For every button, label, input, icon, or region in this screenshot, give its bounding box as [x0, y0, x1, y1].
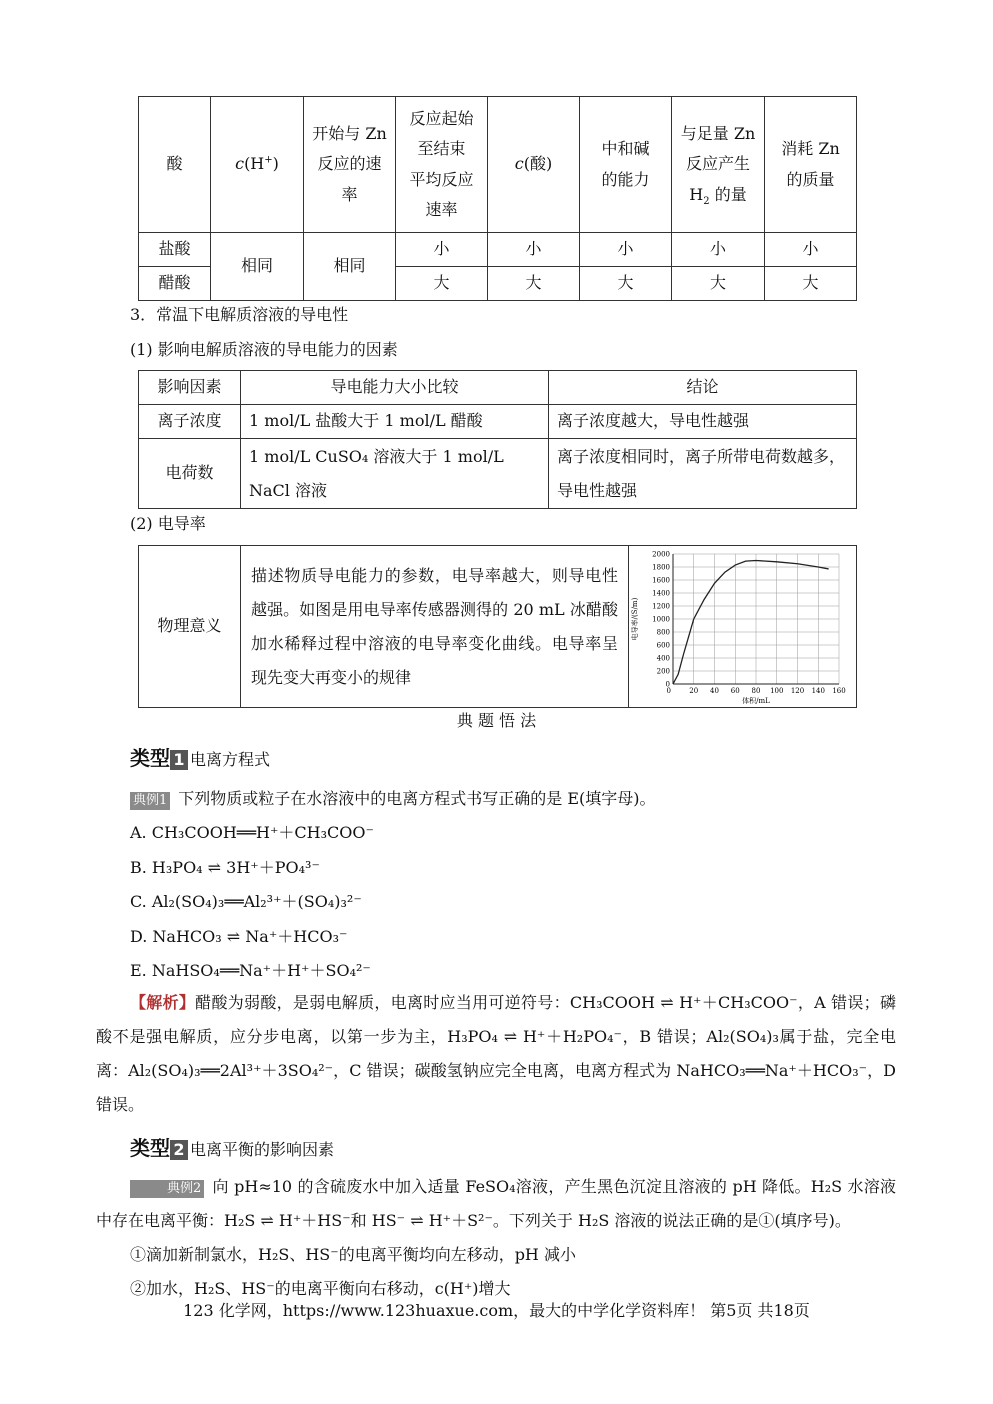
table-cell: 大: [488, 267, 580, 301]
type-badge: 类型: [130, 1136, 170, 1160]
y-tick-label: 200: [656, 667, 670, 675]
header-initial-rate: 开始与 Zn 反应的速 率: [304, 97, 396, 233]
table-cell: 大: [396, 267, 488, 301]
header-zn-mass: 消耗 Zn 的质量: [765, 97, 857, 233]
header-neutralize: 中和碱 的能力: [580, 97, 672, 233]
y-tick-label: 1400: [652, 589, 670, 597]
cell-same-2: 相同: [304, 233, 396, 301]
y-tick-label: 1600: [652, 576, 670, 584]
statement-1: ①滴加新制氯水，H₂S、HS⁻的电离平衡均向左移动，pH 减小: [130, 1245, 576, 1264]
row-label-hcl: 盐酸: [139, 233, 211, 267]
table-cell: 小: [672, 233, 765, 267]
table-cell: 小: [580, 233, 672, 267]
y-tick-label: 1200: [652, 602, 670, 610]
t3-label: 物理意义: [139, 546, 241, 708]
example-badge: 典例2: [130, 1180, 204, 1198]
analysis-tag: 【解析】: [130, 993, 196, 1012]
x-tick-label: 140: [811, 686, 825, 695]
type-number: 2: [170, 1140, 188, 1160]
table-cell: 大: [580, 267, 672, 301]
option-d: D. NaHCO₃ ⇌ Na⁺＋HCO₃⁻: [130, 927, 348, 946]
header-c-acid: c(酸): [488, 97, 580, 233]
y-tick-label: 2000: [652, 550, 670, 558]
chart-cell: [629, 546, 857, 708]
origin-label: 0: [666, 686, 671, 695]
x-axis-label: 体积/mL: [742, 696, 770, 705]
t2-header: 结论: [549, 371, 857, 405]
y-tick-label: 400: [656, 654, 670, 662]
option-e: E. NaHSO₄══Na⁺＋H⁺＋SO₄²⁻: [130, 961, 371, 980]
page-footer: 123 化学网，https://www.123huaxue.com，最大的中学化学资料库！ 第5页 共18页: [183, 1301, 810, 1320]
option-a: A. CH₃COOH══H⁺＋CH₃COO⁻: [130, 823, 374, 842]
header-ch: c(H+): [211, 97, 304, 233]
example1-question: [130, 786, 656, 812]
type-badge: 类型: [130, 746, 170, 770]
table-cell: 大: [765, 267, 857, 301]
section-title: 典 题 悟 法: [456, 711, 537, 730]
conductivity-factor-table: [138, 370, 857, 509]
y-tick-label: 0: [665, 680, 670, 688]
t2-conclusion: 离子浓度相同时，离子所带电荷数越多，导电性越强: [549, 439, 857, 509]
statement-2: ②加水，H₂S、HS⁻的电离平衡向右移动，c(H⁺)增大: [130, 1279, 511, 1298]
y-tick-label: 1000: [652, 615, 670, 623]
example-badge: 典例1: [130, 792, 170, 810]
comparison-table: [138, 96, 857, 301]
table-cell: 小: [488, 233, 580, 267]
x-tick-label: 100: [770, 686, 784, 695]
type1-heading: [130, 742, 270, 771]
x-tick-label: 40: [710, 686, 719, 695]
conductivity-curve: [673, 560, 829, 684]
option-c: C. Al₂(SO₄)₃══Al₂³⁺＋(SO₄)₃²⁻: [130, 892, 362, 911]
t2-factor: 离子浓度: [139, 405, 241, 439]
t3-text: 描述物质导电能力的参数，电导率越大，则导电性越强。如图是用电导率传感器测得的 20 mL 冰醋酸加水稀释过程中溶液的电导率变化曲线。电导率呈现先变大再变小的规律: [241, 546, 629, 708]
header-acid: 酸: [139, 97, 211, 233]
t2-factor: 电荷数: [139, 439, 241, 509]
example2-question: [96, 1170, 896, 1238]
conductivity-chart: [629, 548, 853, 706]
t2-header: 影响因素: [139, 371, 241, 405]
type-title: 电离平衡的影响因素: [190, 1140, 335, 1159]
row-label-acetic: 醋酸: [139, 267, 211, 301]
t2-conclusion: 离子浓度越大，导电性越强: [549, 405, 857, 439]
y-tick-label: 1800: [652, 563, 670, 571]
t2-header: 导电能力大小比较: [241, 371, 549, 405]
type-title: 电离方程式: [190, 750, 271, 769]
x-tick-label: 60: [730, 686, 740, 695]
x-tick-label: 120: [790, 686, 805, 695]
analysis-text: 醋酸为弱酸，是弱电解质，电离时应当用可逆符号：CH₃COOH ⇌ H⁺＋CH₃COO⁻，A 错误；磷酸不是强电解质，应分步电离，以第一步为主，H₃PO₄ ⇌ H⁺＋H₂PO₄⁻，B 错误；Al₂(SO₄)₃属于盐，完全电离：Al₂(SO₄)₃══2Al³⁺＋3SO₄²⁻，C 错误；碳酸氢钠应完全电离，电离方程式为 NaHCO₃══Na⁺＋HCO₃⁻，D 错误。: [96, 993, 896, 1114]
table-cell: 小: [396, 233, 488, 267]
cell-same-1: 相同: [211, 233, 304, 301]
question-text: 下列物质或粒子在水溶液中的电离方程式书写正确的是 E(填字母)。: [178, 789, 656, 808]
header-avg-rate: 反应起始 至结束 平均反应 速率: [396, 97, 488, 233]
t2-compare: 1 mol/L 盐酸大于 1 mol/L 醋酸: [241, 405, 549, 439]
type2-heading: [130, 1132, 334, 1161]
conductivity-table: [138, 545, 857, 708]
t2-compare: 1 mol/L CuSO₄ 溶液大于 1 mol/L NaCl 溶液: [241, 439, 549, 509]
subsection1-title: (1) 影响电解质溶液的导电能力的因素: [130, 340, 398, 359]
x-tick-label: 80: [751, 686, 761, 695]
y-axis-label: 电导率/(S/m): [631, 597, 639, 640]
question-text: 向 pH≈10 的含硫废水中加入适量 FeSO₄溶液，产生黑色沉淀且溶液的 pH 降低。H₂S 水溶液中存在电离平衡：H₂S ⇌ H⁺＋HS⁻和 HS⁻ ⇌ H⁺＋S²⁻。下列关于 H₂S 溶液的说法正确的是①(填序号)。: [96, 1177, 896, 1230]
header-h2-amount: 与足量 Zn 反应产生 $H_2$ 的量: [672, 97, 765, 233]
analysis-paragraph: [96, 986, 896, 1122]
table-cell: 大: [672, 267, 765, 301]
table-cell: 小: [765, 233, 857, 267]
x-tick-label: 20: [689, 686, 699, 695]
y-tick-label: 800: [656, 628, 670, 636]
section3-title: 3．常温下电解质溶液的导电性: [130, 305, 349, 324]
type-number: 1: [170, 750, 188, 770]
y-tick-label: 600: [656, 641, 670, 649]
x-tick-label: 160: [832, 686, 846, 695]
subsection2-title: (2) 电导率: [130, 514, 206, 533]
option-b: B. H₃PO₄ ⇌ 3H⁺＋PO₄³⁻: [130, 858, 320, 877]
